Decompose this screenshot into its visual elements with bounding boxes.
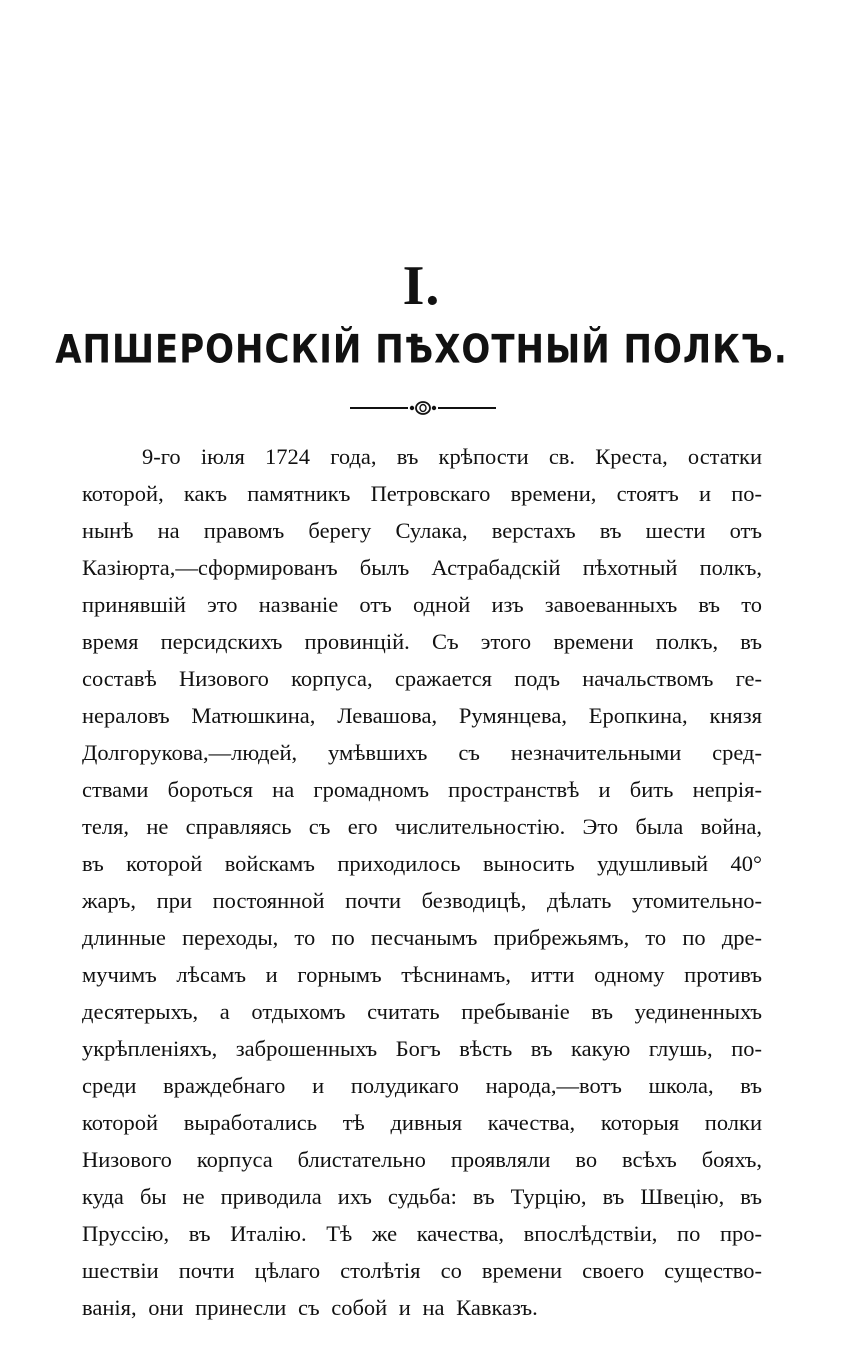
text-line: нынѣ на правомъ берегу Сулака, верстахъ въ шести отъ <box>82 518 762 543</box>
text-line: ванія, они принесли съ собой и на Кавказъ. <box>82 1295 538 1320</box>
chapter-title: АПШЕРОНСКІЙ ПѢХОТНЫЙ ПОЛКЪ. <box>55 326 788 373</box>
text-line: Долгорукова,—людей, умѣвшихъ съ незначительными сред- <box>82 740 762 765</box>
text-line: шествіи почти цѣлаго столѣтія со времени своего существо- <box>82 1258 762 1283</box>
text-line: составѣ Низового корпуса, сражается подъ начальствомъ ге- <box>82 666 762 691</box>
text-line: ствами бороться на громадномъ пространствѣ и бить непрія- <box>82 777 762 802</box>
text-line: укрѣпленіяхъ, заброшенныхъ Богъ вѣсть въ какую глушь, по- <box>82 1036 762 1061</box>
text-line: Пруссію, въ Италію. Тѣ же качества, впослѣдствіи, по про- <box>82 1221 762 1246</box>
text-line: теля, не справляясь съ его числительностію. Это была война, <box>82 814 762 839</box>
text-line: которой выработались тѣ дивныя качества, которыя полки <box>82 1110 762 1135</box>
text-line: Низового корпуса блистательно проявляли во всѣхъ бояхъ, <box>82 1147 762 1172</box>
text-line: принявшій это названіе отъ одной изъ завоеванныхъ въ то <box>82 592 762 617</box>
text-line: которой, какъ памятникъ Петровскаго времени, стоятъ и по- <box>82 481 762 506</box>
text-line: среди враждебнаго и полудикаго народа,—вотъ школа, въ <box>82 1073 762 1098</box>
text-line: время персидскихъ провинцій. Съ этого времени полкъ, въ <box>82 629 762 654</box>
text-line: десятерыхъ, а отдыхомъ считать пребываніе въ уединенныхъ <box>82 999 762 1024</box>
text-line: длинные переходы, то по песчанымъ прибрежьямъ, то по дре- <box>82 925 762 950</box>
chapter-number: I. <box>402 255 441 317</box>
text-line: 9-го іюля 1724 года, въ крѣпости св. Креста, остатки <box>142 444 762 469</box>
text-line: въ которой войскамъ приходилось выносить удушливый 40° <box>82 851 762 876</box>
text-line: жаръ, при постоянной почти безводицѣ, дѣлать утомительно- <box>82 888 762 913</box>
text-line: мучимъ лѣсамъ и горнымъ тѣснинамъ, итти одному противъ <box>82 962 762 987</box>
text-line: нераловъ Матюшкина, Левашова, Румянцева, Еропкина, князя <box>82 703 762 728</box>
divider-ornament-icon <box>350 398 496 418</box>
text-line: куда бы не приводила ихъ судьба: въ Турцію, въ Швецію, въ <box>82 1184 762 1209</box>
text-line: Казіюрта,—сформированъ былъ Астрабадскій пѣхотный полкъ, <box>82 555 762 580</box>
body-text <box>82 438 762 1326</box>
